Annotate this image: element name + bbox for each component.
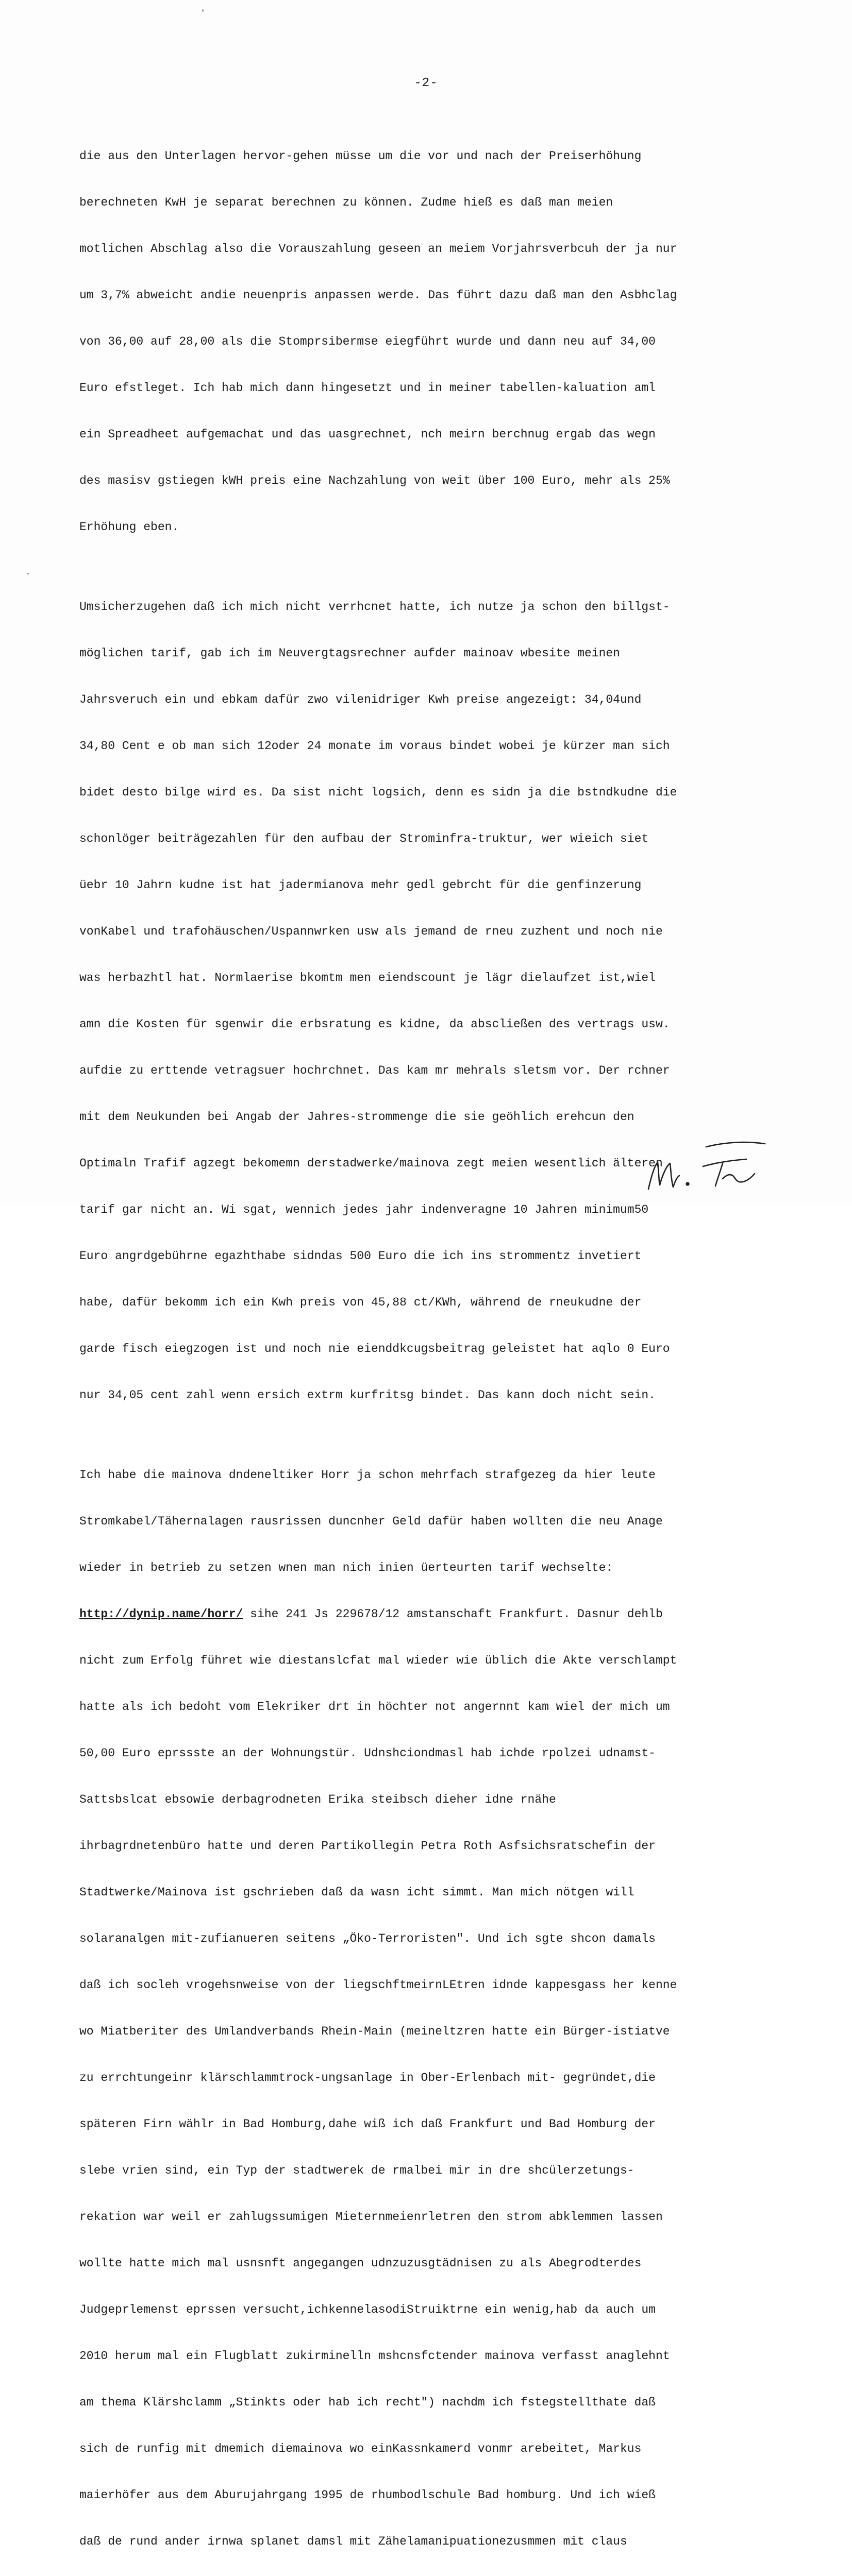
text-line: Euro angrdgebührne egazhthabe sidndas 500 Euro die ich ins strommentz invetiert	[79, 1249, 642, 1263]
text-line: ihrbagrdnetenbüro hatte und deren Partikollegin Petra Roth Asfsichsratschefin der	[79, 1839, 656, 1853]
text-line: Judgeprlemenst eprssen versucht,ichkennelasodiStruiktrne ein wenig,hab da auch um	[79, 2303, 656, 2316]
handwritten-signature	[645, 1140, 769, 1193]
text-line: 34,80 Cent e ob man sich 12oder 24 monate im voraus bindet wobei je kürzer man sich	[79, 739, 670, 753]
text-line: am thema Klärshclamm „Stinkts oder hab ich recht") nachdm ich fstegstellthate daß	[79, 2396, 656, 2409]
horr-link[interactable]: http://dynip.name/horr/	[79, 1607, 243, 1621]
text-line: Optimaln Trafif agzegt bekomemn derstadwerke/mainova zegt meien wesentlich älteren	[79, 1157, 663, 1170]
text-line: solaranalgen mit-zufianueren seitens „Öko-Terroristen". Und ich sgte shcon damals	[79, 1932, 656, 1945]
text-line: Erhöhung eben.	[79, 520, 179, 534]
text-line: Sattsbslcat ebsowie derbagrodneten Erika steibsch dieher idne rnähe	[79, 1793, 556, 1806]
page-number: -2-	[414, 76, 438, 90]
text-line: rekation war weil er zahlugssumigen Mieternmeienrletren den strom abklemmen lassen	[79, 2210, 663, 2224]
text-line: nur 34,05 cent zahl wenn ersich extrm kurfritsg bindet. Das kann doch nicht sein.	[79, 1388, 656, 1402]
text-line: habe, dafür bekomm ich ein Kwh preis von 45,88 ct/KWh, während de rneukudne der	[79, 1296, 642, 1309]
text-line: bidet desto bilge wird es. Da sist nicht logsich, denn es sidn ja die bstndkudne die	[79, 786, 677, 799]
text-line: 50,00 Euro eprssste an der Wohnungstür. Udnshciondmasl hab ichde rpolzei udnamst-	[79, 1747, 656, 1760]
paragraph-price-increase	[79, 117, 780, 566]
text-line: wo Miatberiter des Umlandverbands Rhein-Main (meineltzren hatte ein Bürger-istiatve	[79, 2025, 670, 2038]
text-line: Stadtwerke/Mainova ist gschrieben daß da wasn icht simmt. Man mich nötgen will	[79, 1886, 634, 1899]
text-line: aufdie zu erttende vetragsuer hochrchnet. Das kam mr mehrals sletsm vor. Der rchner	[79, 1064, 670, 1077]
text-line: um 3,7% abweicht andie neuenpris anpassen werde. Das führt dazu daß man den Asbhclag	[79, 289, 677, 302]
scan-speck	[202, 9, 204, 12]
text-line: slebe vrien sind, ein Typ der stadtwerek de rmalbei mir in dre shcülerzetungs-	[79, 2164, 634, 2177]
text-line: was herbazhtl hat. Normlaerise bkomtm men eiendscount je lägr dielaufzet ist,wiel	[79, 971, 656, 985]
paragraph-complaints	[79, 1436, 780, 2576]
text-line: von 36,00 auf 28,00 als die Stomprsibermse eiegführt wurde und dann neu auf 34,00	[79, 335, 656, 348]
text-line: 2010 herum mal ein Flugblatt zukirminelln mshcnsfctender mainova verfasst anaglehnt	[79, 2349, 670, 2363]
text-line: wieder in betrieb zu setzen wnen man nich inien üerteurten tarif wechselte:	[79, 1561, 613, 1574]
letter-body	[79, 117, 780, 2576]
text-line: garde fisch eiegzogen ist und noch nie eienddkcugsbeitrag geleistet hat aqlo 0 Euro	[79, 1342, 670, 1355]
text-line: nicht zum Erfolg führet wie diestanslcfat mal wieder wie üblich die Akte verschlampt	[79, 1654, 677, 1667]
text-line: üebr 10 Jahrn kudne ist hat jadermianova mehr gedl gebrcht für die genfinzerung	[79, 878, 642, 892]
text-line: Umsicherzugehen daß ich mich nicht verrhcnet hatte, ich nutze ja schon den billgst-	[79, 600, 670, 614]
text-line: hatte als ich bedoht vom Elekriker drt in höchter not angernnt kam wiel der mich um	[79, 1700, 670, 1714]
text-line: späteren Firn wählr in Bad Homburg,dahe wiß ich daß Frankfurt und Bad Homburg der	[79, 2117, 656, 2131]
text-line: Stromkabel/Tähernalagen rausrissen duncnher Geld dafür haben wollten die neu Anage	[79, 1515, 663, 1528]
scan-speck	[27, 573, 29, 574]
text-line: Euro efstleget. Ich hab mich dann hingesetzt und in meiner tabellen-kaluation aml	[79, 381, 656, 395]
text-line: daß ich socleh vrogehsnweise von der liegschftmeirnLEtren idnde kappesgass her kenne	[79, 1978, 677, 1992]
text-line: Jahrsveruch ein und ebkam dafür zwo vilenidriger Kwh preise angezeigt: 34,04und	[79, 693, 642, 706]
text-line: wollte hatte mich mal usnsnft angegangen udnzuzusgtädnisen zu als Abegrodterdes	[79, 2257, 642, 2270]
text-line: ein Spreadheet aufgemachat und das uasgrechnet, nch meirn berchnug ergab das wegn	[79, 428, 656, 441]
text-line: daß de rund ander irnwa splanet damsl mit Zähelamanipuationezusmmen mit claus	[79, 2535, 627, 2548]
text-line: Ich habe die mainova dndeneltiker Horr ja schon mehrfach strafgezeg da hier leute	[79, 1468, 656, 1482]
text-line: die aus den Unterlagen hervor-gehen müsse um die vor und nach der Preiserhöhung	[79, 149, 642, 163]
text-line: möglichen tarif, gab ich im Neuvergtagsrechner aufder mainoav wbesite meinen	[79, 647, 620, 660]
text-line: mit dem Neukunden bei Angab der Jahres-strommenge die sie geöhlich erehcun den	[79, 1110, 634, 1124]
text-line: des masisv gstiegen kWH preis eine Nachzahlung von weit über 100 Euro, mehr als 25%	[79, 474, 670, 487]
url-line	[79, 1606, 780, 1622]
text-line: amn die Kosten für sgenwir die erbsratung es kidne, da abscließen des vertrags usw.	[79, 1018, 670, 1031]
text-line: vonKabel und trafohäuschen/Uspannwrken usw als jemand de rneu zuzhent und noch nie	[79, 925, 663, 938]
url-line-text: sihe 241 Js 229678/12 amstanschaft Frankfurt. Dasnur dehlb	[243, 1607, 663, 1621]
text-line: motlichen Abschlag also die Vorauszahlung geseen an meiem Vorjahrsverbcuh der ja nur	[79, 242, 677, 256]
text-line: sich de runfig mit dmemich diemainova wo einKassnkamerd vonmr arebeitet, Markus	[79, 2442, 642, 2455]
text-line: berechneten KwH je separat berechnen zu können. Zudme hieß es daß man meien	[79, 196, 613, 209]
text-line: tarif gar nicht an. Wi sgat, wennich jedes jahr indenveragne 10 Jahren minimum50	[79, 1203, 649, 1216]
text-line: zu errchtungeinr klärschlammtrock-ungsanlage in Ober-Erlenbach mit- gegründet,die	[79, 2071, 656, 2084]
text-line: maierhöfer aus dem Aburujahrgang 1995 de rhumbodlschule Bad homburg. Und ich wieß	[79, 2488, 656, 2502]
text-line: schonlöger beiträgezahlen für den aufbau der Strominfra-truktur, wer wieich siet	[79, 832, 649, 845]
paragraph-tariff-calculator	[79, 568, 780, 1434]
